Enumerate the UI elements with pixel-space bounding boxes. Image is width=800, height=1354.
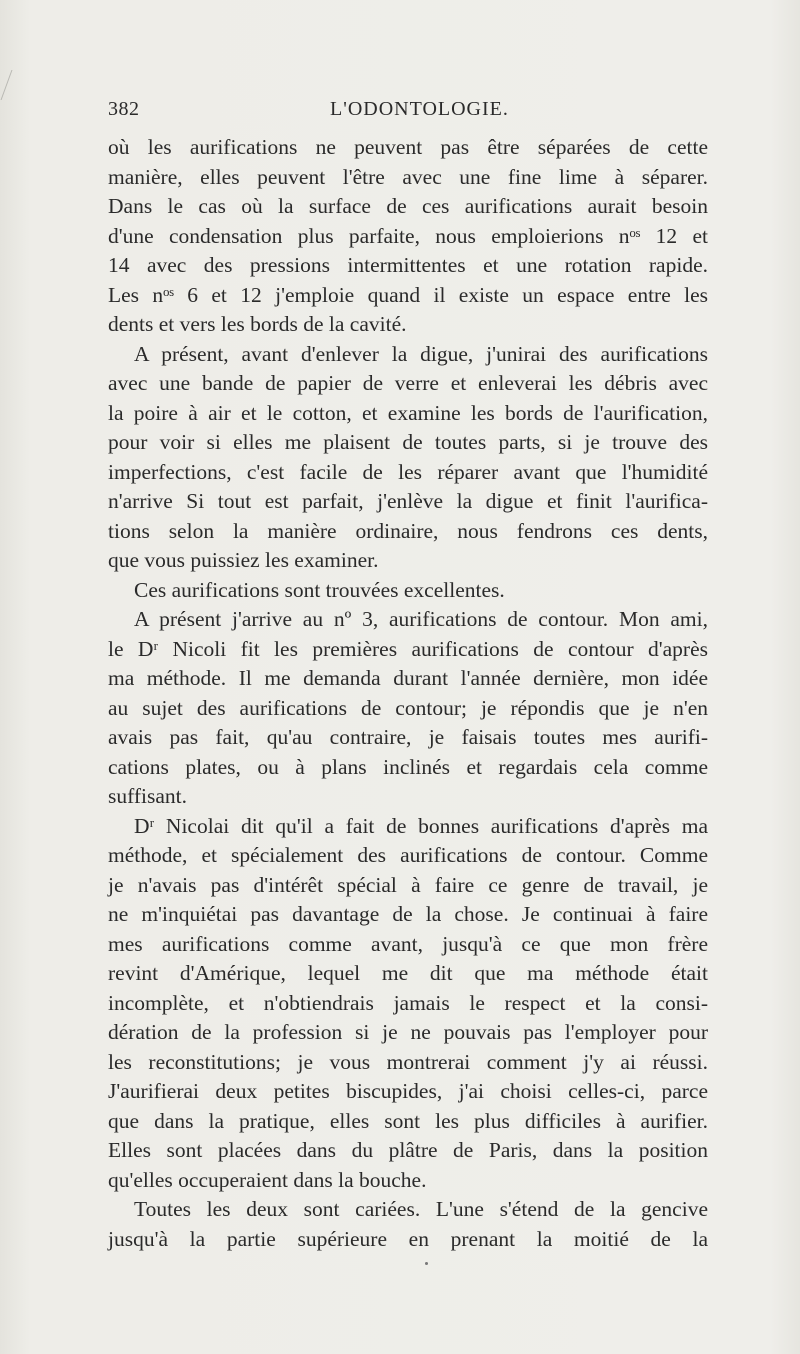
- text-line: jusqu'à la partie supérieure en prenant la moitié de la: [108, 1226, 708, 1251]
- text-line: dération de la profession si je ne pouvais pas l'employer pour: [108, 1020, 708, 1044]
- text-line: le Dʳ Nicoli fit les premières aurifications de contour d'après: [108, 636, 708, 661]
- text-line: avec une bande de papier de verre et enleverai les débris avec: [108, 371, 708, 395]
- text-line: revint d'Amérique, lequel me dit que ma méthode était: [108, 961, 708, 985]
- text-line: mes aurifications comme avant, jusqu'à ce que mon frère: [108, 931, 708, 956]
- text-line: pour voir si elles me plaisent de toutes parts, si je trouve des: [108, 430, 708, 454]
- text-line: 14 avec des pressions intermittentes et une rotation rapide.: [108, 253, 708, 277]
- text-line: d'une condensation plus parfaite, nous emploierions nᵒˢ 12 et: [108, 223, 708, 248]
- text-line: tions selon la manière ordinaire, nous fendrons ces dents,: [108, 518, 708, 543]
- page-header: [108, 98, 708, 128]
- text-line: la poire à air et le cotton, et examine les bords de l'aurification,: [108, 400, 708, 425]
- text-line: A présent, avant d'enlever la digue, j'unirai des aurifications: [134, 341, 708, 366]
- text-line: Les nᵒˢ 6 et 12 j'emploie quand il existe un espace entre les: [108, 282, 708, 307]
- body-text: [108, 133, 708, 1254]
- text-line: ne m'inquiétai pas davantage de la chose. Je continuai à faire: [108, 902, 708, 926]
- text-line: Dans le cas où la surface de ces aurifications aurait besoin: [108, 194, 708, 218]
- text-line: ma méthode. Il me demanda durant l'année dernière, mon idée: [108, 666, 708, 690]
- text-line: dents et vers les bords de la cavité.: [108, 312, 407, 336]
- text-line: Elles sont placées dans du plâtre de Paris, dans la position: [108, 1138, 708, 1162]
- text-line: Ces aurifications sont trouvées excellentes.: [134, 577, 505, 602]
- text-line: J'aurifierai deux petites biscupides, j'ai choisi celles-ci, parce: [108, 1079, 708, 1103]
- text-line: imperfections, c'est facile de les réparer avant que l'humidité: [108, 459, 708, 484]
- text-line: Dʳ Nicolai dit qu'il a fait de bonnes aurifications d'après ma: [134, 813, 708, 838]
- text-line: avais pas fait, qu'au contraire, je faisais toutes mes aurifi-: [108, 725, 708, 749]
- text-line: au sujet des aurifications de contour; je répondis que je n'en: [108, 695, 708, 720]
- print-speck: [425, 1262, 428, 1265]
- text-line: je n'avais pas d'intérêt spécial à faire ce genre de travail, je: [108, 872, 708, 897]
- running-title: L'ODONTOLOGIE.: [330, 98, 509, 120]
- text-line: méthode, et spécialement des aurifications de contour. Comme: [108, 843, 708, 867]
- text-line: qu'elles occuperaient dans la bouche.: [108, 1167, 427, 1192]
- text-line: A présent j'arrive au nº 3, aurifications de contour. Mon ami,: [134, 607, 708, 631]
- text-line: cations plates, ou à plans inclinés et regardais cela comme: [108, 754, 708, 779]
- text-line: suffisant.: [108, 784, 188, 808]
- text-line: incomplète, et n'obtiendrais jamais le respect et la consi-: [108, 990, 708, 1015]
- text-line: n'arrive Si tout est parfait, j'enlève la digue et finit l'aurifica-: [108, 489, 708, 513]
- text-line: où les aurifications ne peuvent pas être séparées de cette: [108, 135, 708, 159]
- text-line: que dans la pratique, elles sont les plus difficiles à aurifier.: [108, 1108, 708, 1133]
- page-number: 382: [108, 98, 140, 120]
- text-line: les reconstitutions; je vous montrerai comment j'y ai réussi.: [108, 1049, 708, 1074]
- text-line: Toutes les deux sont cariées. L'une s'étend de la gencive: [134, 1197, 708, 1221]
- text-line: que vous puissiez les examiner.: [108, 548, 379, 572]
- page-edge-mark: [0, 70, 12, 100]
- text-line: manière, elles peuvent l'être avec une fine lime à séparer.: [108, 164, 708, 189]
